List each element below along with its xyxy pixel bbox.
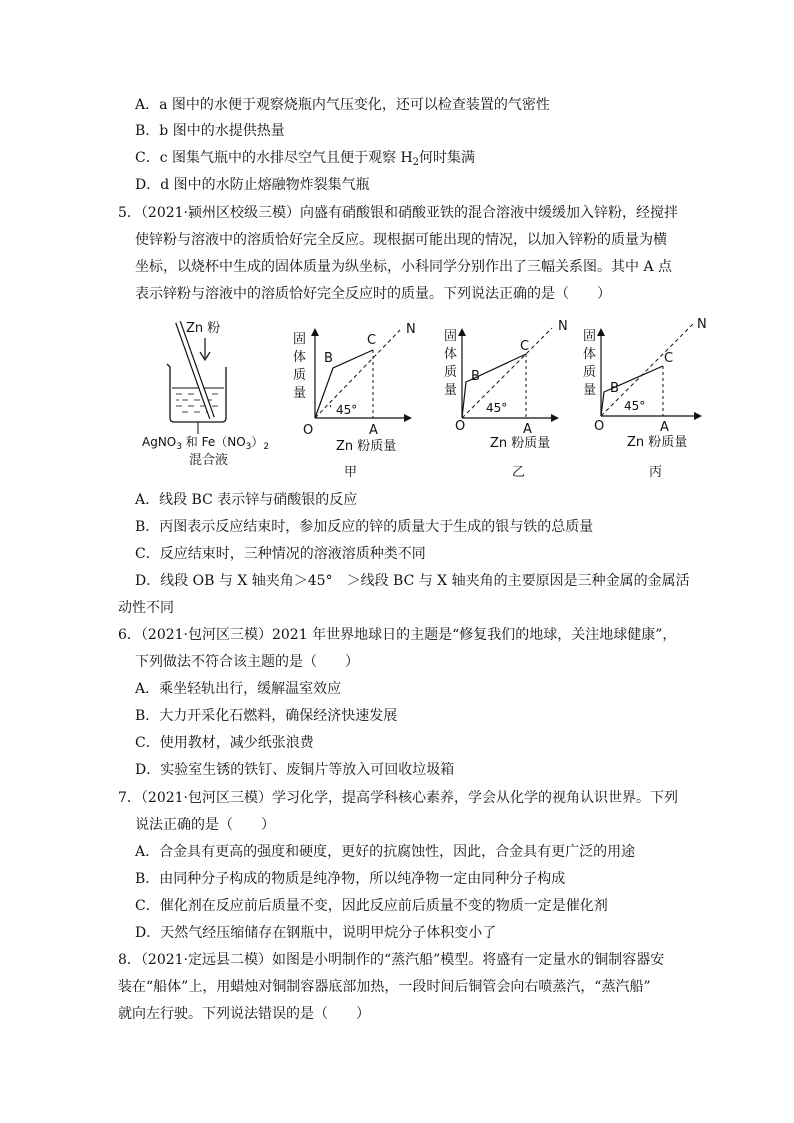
y-axis-arrow [597, 328, 605, 336]
angle-label: 45° [486, 401, 508, 415]
x-label: Zn 粉质量 [627, 435, 688, 450]
y-label-1: 固 [293, 332, 307, 347]
x-axis-arrow [694, 412, 702, 420]
q6-stem-line1: 6．（2021·包河区三模）2021 年世界地球日的主题是“修复我们的地球，关注地球健康”， [118, 627, 677, 643]
y-label-1: 固 [444, 329, 458, 344]
q4-option-c-tail: 何时集满 [419, 150, 476, 166]
point-a-label: A [660, 420, 669, 435]
line-45deg [601, 324, 693, 416]
y-label-4: 量 [444, 383, 458, 398]
y-label-3: 质 [583, 365, 597, 380]
q5-option-a: A．线段 BC 表示锌与硝酸银的反应 [135, 492, 358, 508]
origin-label: O [594, 419, 605, 434]
y-axis-arrow [458, 328, 466, 336]
q8-stem-line2: 装在“船体”上，用蜡烛对铜制容器底部加热，一段时间后铜管会向右喷蒸汽，“蒸汽船” [118, 979, 651, 995]
y-label-3: 质 [444, 365, 458, 380]
q7-option-a: A．合金具有更高的强度和硬度，更好的抗腐蚀性，因此，合金具有更广泛的用途 [135, 844, 636, 860]
x-axis-arrow [404, 414, 412, 422]
y-label-3: 质 [293, 368, 307, 383]
q4-option-b: B．b 图中的水提供热量 [135, 123, 285, 139]
point-n-label: N [406, 322, 416, 337]
point-a-label: A [523, 422, 532, 437]
solution-label-line2: 混合液 [189, 453, 229, 468]
point-c-label: C [520, 339, 530, 354]
glass-rod-inner [178, 322, 212, 418]
q6-option-a: A．乘坐轻轨出行，缓解温室效应 [135, 681, 342, 697]
angle-arc [330, 405, 331, 407]
graph-bing [583, 317, 707, 480]
point-b-label: B [471, 369, 480, 384]
q8-stem-line1: 8．（2021·定远县二模）如图是小明制作的“蒸汽船”模型。将盛有一定量水的铜制容器安 [118, 952, 665, 968]
point-b-label: B [610, 381, 619, 396]
q5-stem-line2: 使锌粉与溶液中的溶质恰好完全反应。现根据可能出现的情况，以加入锌粉的质量为横 [135, 232, 667, 248]
angle-label: 45° [624, 399, 646, 413]
y-label-2: 体 [444, 347, 458, 362]
q5-option-d-cont: 动性不同 [118, 600, 174, 616]
q5-option-d: D．线段 OB 与 X 轴夹角＞45° ＞线段 BC 与 X 轴夹角的主要原因是三种金属的金属活 [135, 573, 690, 589]
q5-option-c: C．反应结束时，三种情况的溶液溶质种类不同 [135, 546, 426, 562]
y-label-1: 固 [583, 329, 597, 344]
origin-label: O [303, 423, 314, 438]
zn-powder-label: Zn 粉 [186, 321, 221, 336]
q4-option-c-subscript: 2 [412, 157, 420, 168]
q7-stem-line1: 7．（2021·包河区三模）学习化学，提高学科核心素养，学会从化学的视角认识世界。下列 [118, 790, 678, 806]
graph-name: 丙 [649, 465, 663, 480]
point-b-label: B [324, 351, 333, 366]
q7-option-c: C．催化剂在反应前后质量不变，因此反应前后质量不变的物质一定是催化剂 [135, 898, 608, 914]
q5-option-b: B．丙图表示反应结束时，参加反应的锌的质量大于生成的银与铁的总质量 [135, 519, 594, 535]
q6-option-d: D．实验室生锈的铁钉、废铜片等放入可回收垃圾箱 [135, 762, 455, 778]
graph-name: 甲 [344, 465, 358, 480]
point-a-label: A [369, 423, 378, 438]
graph-name: 乙 [512, 465, 526, 480]
x-label: Zn 粉质量 [490, 436, 551, 451]
q6-option-b: B．大力开采化石燃料，确保经济快速发展 [135, 708, 398, 724]
y-label-2: 体 [293, 350, 307, 365]
q4-option-d: D．d 图中的水防止熔融物炸裂集气瓶 [135, 177, 370, 193]
line-45deg [315, 330, 400, 418]
q5-figures [0, 310, 794, 488]
angle-label: 45° [336, 403, 358, 417]
q8-stem-line3: 就向左行驶。下列说法错误的是（ ） [118, 1006, 370, 1022]
y-label-4: 量 [293, 386, 307, 401]
x-label: Zn 粉质量 [336, 439, 397, 454]
q6-option-c: C．使用教材，减少纸张浪费 [135, 735, 314, 751]
origin-label: O [455, 419, 466, 434]
q5-stem-line3: 坐标，以烧杯中生成的固体质量为纵坐标，小科同学分别作出了三幅关系图。其中 A 点 [135, 259, 673, 275]
q4-option-c-text: C．c 图集气瓶中的水排尽空气且便于观察 H [135, 150, 413, 166]
q5-stem-line4: 表示锌粉与溶液中的溶质恰好完全反应时的质量。下列说法正确的是（ ） [135, 286, 611, 302]
point-c-label: C [367, 333, 377, 348]
solution-label: AgNO$_3$ 和 $Fe(NO_3)_2$ [142, 435, 270, 452]
q5-stem-line1: 5．（2021·颍州区校级三模）向盛有硝酸银和硝酸亚铁的混合溶液中缓缓加入锌粉，经搅拌 [118, 205, 678, 221]
graph-jia [293, 322, 416, 480]
q4-option-a: A．a 图中的水便于观察烧瓶内气压变化，还可以检查装置的气密性 [135, 97, 550, 113]
graph-yi [444, 319, 568, 480]
point-n-label: N [697, 317, 707, 332]
q7-stem-line2: 说法正确的是（ ） [135, 817, 275, 833]
x-axis-arrow [551, 414, 559, 422]
q7-option-b: B．由同种分子构成的物质是纯净物，所以纯净物一定由同种分子构成 [135, 871, 566, 887]
q7-option-d: D．天然气经压缩储存在钢瓶中，说明甲烷分子体积变小了 [135, 925, 497, 941]
y-label-4: 量 [583, 383, 597, 398]
y-label-2: 体 [583, 347, 597, 362]
y-axis-arrow [311, 328, 319, 336]
point-c-label: C [664, 351, 674, 366]
q6-stem-line2: 下列做法不符合该主题的是（ ） [135, 654, 359, 670]
point-n-label: N [558, 319, 568, 334]
beaker-apparatus [142, 320, 269, 468]
q4-option-c [135, 148, 475, 173]
